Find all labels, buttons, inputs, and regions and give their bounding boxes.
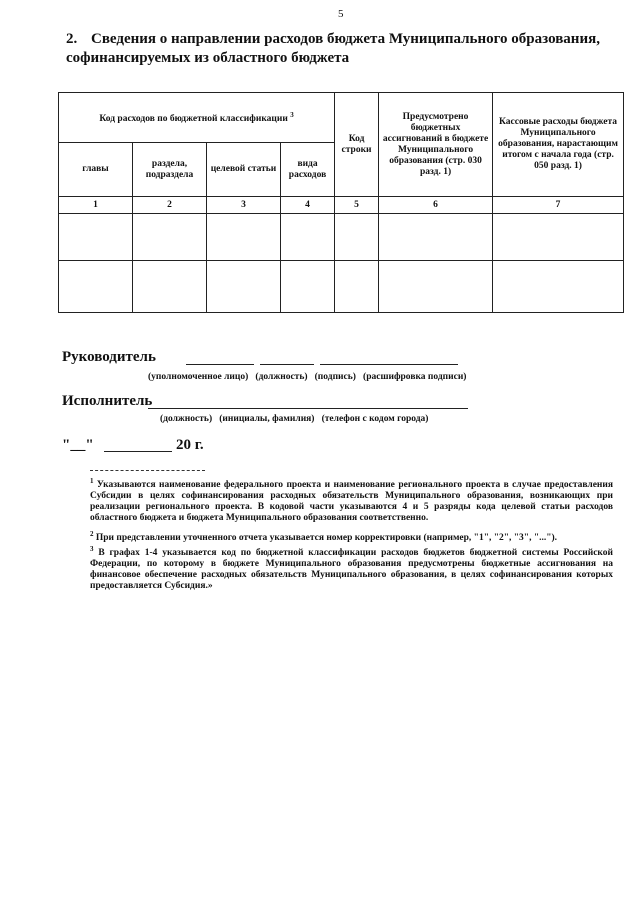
table-row bbox=[59, 214, 624, 261]
header-section: раздела, подраздела bbox=[133, 143, 207, 197]
col-number: 1 bbox=[59, 197, 133, 214]
date-month-line[interactable] bbox=[104, 451, 172, 452]
header-type: вида расходов bbox=[281, 143, 335, 197]
header-line-code: Код строки bbox=[335, 93, 379, 197]
head-line-title[interactable] bbox=[260, 364, 314, 365]
page-number: 5 bbox=[338, 8, 344, 20]
footnote-1: $^1$ Указываются наименование федерального проекта и наименование регионального проекта в случае предоставления Субсидии в целях софинансирования расходных обязательств Муниципального образования, возникающих при реализации регионального проекта. В кодовой части указываются 4 и 5 разряды кода целевой статьи расходов областного бюджета и бюджета Муниципального образования соответственно. bbox=[90, 477, 613, 524]
head-line-position[interactable] bbox=[186, 364, 254, 365]
col-number: 7 bbox=[493, 197, 624, 214]
section-heading bbox=[66, 30, 626, 68]
header-budget-code: Код расходов по бюджетной классификации $^3$ bbox=[59, 93, 335, 143]
footnote-2: $^2$ При представлении уточненного отчета указывается номер корректировки (например, "1", "2", "3", "..."). bbox=[90, 530, 558, 544]
col-number: 4 bbox=[281, 197, 335, 214]
col-number: 2 bbox=[133, 197, 207, 214]
column-number-row bbox=[59, 197, 624, 214]
col-number: 3 bbox=[207, 197, 281, 214]
footnote-1-mark: 1 bbox=[90, 477, 94, 485]
footnote-3: $^3$ В графах 1-4 указывается код по бюджетной классификации расходов бюджетов бюджетной системы Российской Федерации, по которому в бюджете Муниципального образования предусмотрены бюджетные ассигнования на финансовое обеспечение расходных обязательств Муниципального образования, в целях софинансирования которых предоставляется Субсидия.» bbox=[90, 545, 614, 592]
header-chapter: главы bbox=[59, 143, 133, 197]
col-number: 5 bbox=[335, 197, 379, 214]
executor-line[interactable] bbox=[148, 408, 468, 409]
executor-label: Исполнитель bbox=[62, 393, 153, 409]
header-planned: Предусмотрено бюджетных ассигнований в бюджете Муниципального образования (стр. 030 разд. 1) bbox=[379, 93, 493, 197]
footnote-2-mark: 2 bbox=[90, 530, 94, 538]
footnote-divider bbox=[90, 470, 205, 471]
col-number: 6 bbox=[379, 197, 493, 214]
head-line-signature[interactable] bbox=[320, 364, 458, 365]
expenditure-table bbox=[58, 92, 624, 313]
section-number: 2. bbox=[66, 31, 78, 47]
table-row bbox=[59, 261, 624, 313]
date-day: "__" bbox=[62, 437, 94, 453]
header-target: целевой статьи bbox=[207, 143, 281, 197]
header-cash: Кассовые расходы бюджета Муниципального образования, нарастающим итогом с начала года (стр. 050 разд. 1) bbox=[493, 93, 624, 197]
executor-caption: (должность) (инициалы, фамилия) (телефон с кодом города) bbox=[160, 414, 429, 424]
head-caption: (уполномоченное лицо) (должность) (подпись) (расшифровка подписи) bbox=[148, 372, 467, 382]
head-label: Руководитель bbox=[62, 349, 156, 365]
section-title: Сведения о направлении расходов бюджета Муниципального образования, софинансируемых из областного бюджета bbox=[66, 31, 600, 66]
footnote-3-mark: 3 bbox=[90, 545, 94, 553]
date-year: 20 г. bbox=[176, 437, 204, 453]
